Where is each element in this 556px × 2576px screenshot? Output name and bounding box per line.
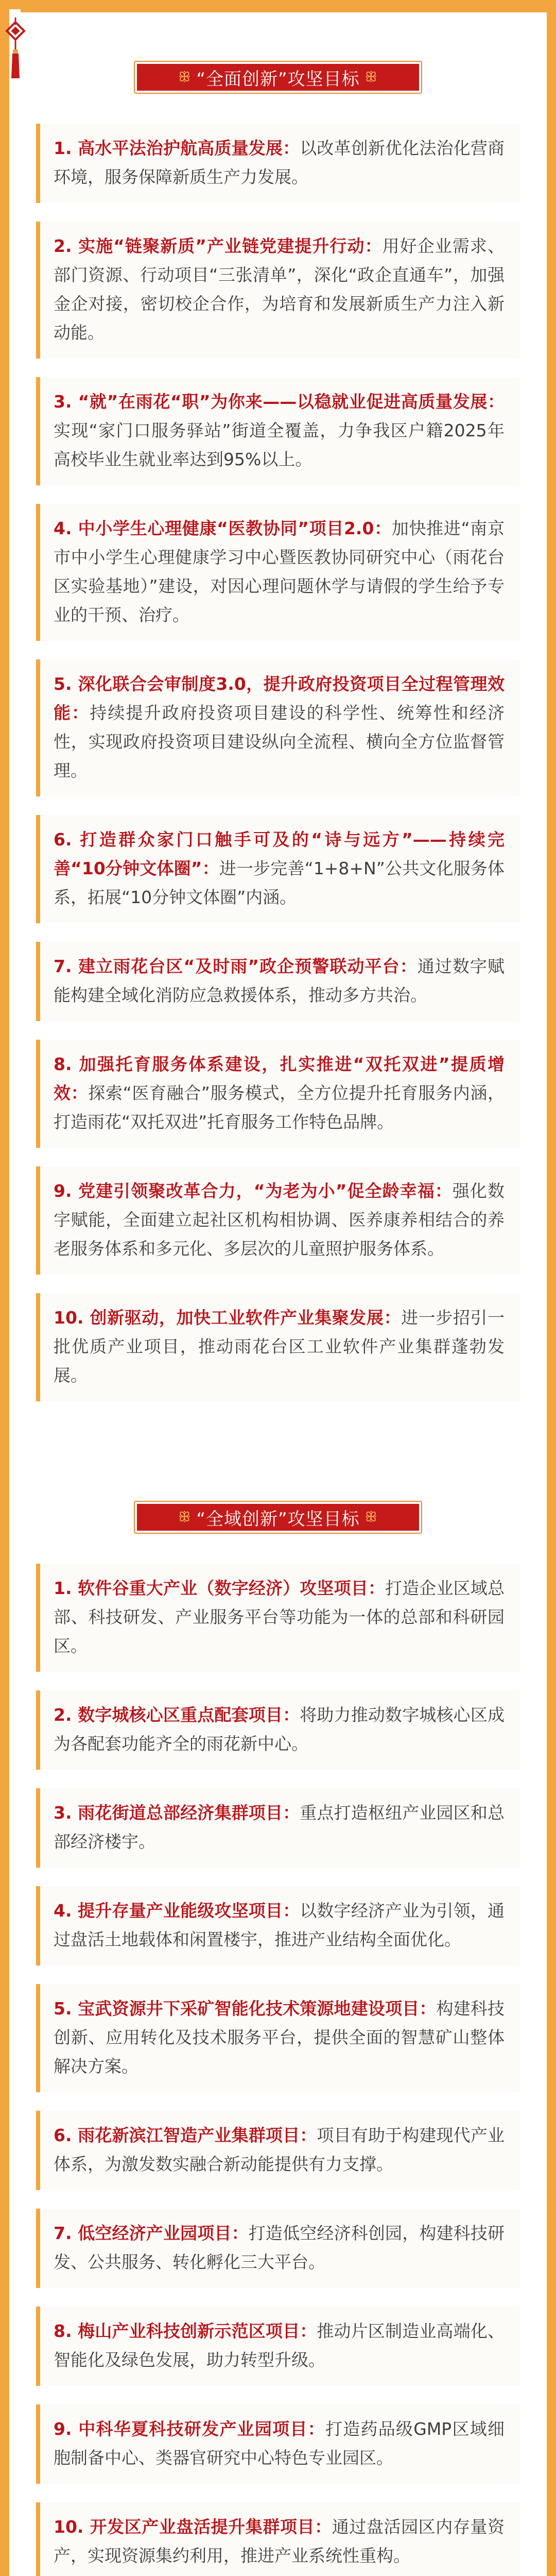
goal-description: 加快推进“南京市中小学生心理健康学习中心暨医教协同研究中心（雨花台区实验基地）”建设，对因心理问题休学与请假的学生给予专业的干预、治疗。 <box>54 518 505 625</box>
item-accent-bar <box>36 1564 40 1672</box>
section-banner <box>134 1497 422 1538</box>
goal-title: 9. 党建引领聚改革合力，“为老为小”促全龄幸福： <box>54 1181 453 1201</box>
goal-item <box>36 1690 520 1770</box>
item-accent-bar <box>36 504 40 641</box>
goal-title: 7. 低空经济产业园项目： <box>54 2223 249 2243</box>
cloud-ornament-icon: ꕥ <box>364 69 378 85</box>
goal-description: 构建科技创新、应用转化及技术服务平台，提供全面的智慧矿山整体解决方案。 <box>54 1998 505 2076</box>
goal-description: 探索“医育融合”服务模式，全方位提升托育服务内涵，打造雨花“双托双进”托育服务工作特色品牌。 <box>54 1083 505 1132</box>
cloud-ornament-icon: ꕥ <box>178 1509 192 1525</box>
goal-description: 持续提升政府投资项目建设的科学性、统筹性和经济性，实现政府投资项目建设纵向全流程、横向全方位监督管理。 <box>54 703 505 781</box>
item-accent-bar <box>36 222 40 359</box>
item-accent-bar <box>36 1040 40 1148</box>
goal-title: 9. 中科华夏科技研发产业园项目： <box>54 2419 325 2439</box>
goal-description: 重点打造枢纽产业园区和总部经济楼宇。 <box>54 1803 505 1852</box>
goal-title: 2. 数字城核心区重点配套项目： <box>54 1705 300 1725</box>
goal-item <box>36 377 520 485</box>
goal-title: 6. 雨花新滨江智造产业集群项目： <box>54 2125 317 2145</box>
goal-description: 实现“家门口服务驿站”街道全覆盖，力争我区户籍2025年高校毕业生就业率达到95%以上。 <box>54 420 505 469</box>
goal-item <box>36 2307 520 2386</box>
goal-description: 用好企业需求、部门资源、行动项目“三张清单”，深化“政企直通车”，加强金企对接，密切校企合作，为培育和发展新质生产力注入新动能。 <box>54 236 505 343</box>
banner-title: “全面创新”攻坚目标 <box>196 69 360 90</box>
item-accent-bar <box>36 815 40 923</box>
goal-item <box>36 124 520 203</box>
goal-item <box>36 659 520 796</box>
goal-item <box>36 942 520 1021</box>
goal-item <box>36 1886 520 1965</box>
goal-title: 3. 雨花街道总部经济集群项目： <box>54 1803 300 1823</box>
goal-title: 5. 宝武资源井下采矿智能化技术策源地建设项目： <box>54 1998 437 2019</box>
goal-title: 1. 高水平法治护航高质量发展： <box>54 138 300 158</box>
goal-title: 8. 加强托育服务体系建设，扎实推进“双托双进”提质增效： <box>54 1054 505 1103</box>
goal-description: 推动片区制造业高端化、智能化及绿色发展，助力转型升级。 <box>54 2321 505 2370</box>
goal-description: 打造低空经济科创园，构建科技研发、公共服务、转化孵化三大平台。 <box>54 2223 505 2272</box>
goal-description: 通过盘活园区内存量资产，实现资源集约利用，推进产业系统性重构。 <box>54 2517 505 2566</box>
goal-title: 7. 建立雨花台区“及时雨”政企预警联动平台： <box>54 956 418 976</box>
item-accent-bar <box>36 124 40 203</box>
goal-item <box>36 1166 520 1275</box>
goal-item <box>36 1984 520 2092</box>
item-accent-bar <box>36 2209 40 2288</box>
goal-item <box>36 2404 520 2484</box>
item-accent-bar <box>36 942 40 1021</box>
section-comprehensive-innovation <box>9 57 547 1420</box>
item-accent-bar <box>36 1984 40 2092</box>
goal-item <box>36 815 520 923</box>
goal-list <box>9 124 547 1401</box>
goal-item <box>36 1293 520 1401</box>
goal-item <box>36 2502 520 2576</box>
goal-title: 10. 开发区产业盘活提升集群项目： <box>54 2517 332 2537</box>
goal-description: 打造药品级GMP区域细胞制备中心、类器官研究中心特色专业园区。 <box>54 2419 505 2468</box>
goal-item <box>36 504 520 641</box>
item-accent-bar <box>36 2307 40 2386</box>
item-accent-bar <box>36 1690 40 1770</box>
goal-title: 10. 创新驱动，加快工业软件产业集聚发展： <box>54 1308 402 1328</box>
goal-title: 2. 实施“链聚新质”产业链党建提升行动： <box>54 236 383 256</box>
item-accent-bar <box>36 2404 40 2484</box>
goal-title: 4. 提升存量产业能级攻坚项目： <box>54 1901 300 1921</box>
item-accent-bar <box>36 659 40 796</box>
item-accent-bar <box>36 1788 40 1868</box>
goal-description: 进一步招引一批优质产业项目，推动雨花台区工业软件产业集群蓬勃发展。 <box>54 1308 505 1385</box>
goal-title: 3. “就”在雨花“职”为你来——以稳就业促进高质量发展： <box>54 392 505 412</box>
section-regional-innovation <box>9 1497 547 2576</box>
goal-title: 5. 深化联合会审制度3.0，提升政府投资项目全过程管理效能： <box>54 674 505 723</box>
cloud-ornament-icon: ꕥ <box>178 69 192 85</box>
item-accent-bar <box>36 2502 40 2576</box>
goal-item <box>36 2209 520 2288</box>
goal-title: 4. 中小学生心理健康“医教协同”项目2.0： <box>54 518 392 538</box>
goal-item <box>36 1788 520 1868</box>
goal-description: 将助力推动数字城核心区成为各配套功能齐全的雨花新中心。 <box>54 1705 505 1754</box>
goal-title: 6. 打造群众家门口触手可及的“诗与远方”——持续完善“10分钟文体圈”： <box>54 829 505 878</box>
goal-description: 强化数字赋能，全面建立起社区机构相协调、医养康养相结合的养老服务体系和多元化、多层次的儿童照护服务体系。 <box>54 1181 505 1259</box>
top-rule <box>21 9 547 12</box>
section-banner <box>134 57 422 98</box>
item-accent-bar <box>36 1886 40 1965</box>
cloud-ornament-icon: ꕥ <box>364 1509 378 1525</box>
goal-description: 以改革创新优化法治化营商环境，服务保障新质生产力发展。 <box>54 138 505 187</box>
goal-list <box>9 1564 547 2576</box>
goal-description: 通过数字赋能构建全域化消防应急救援体系，推动多方共治。 <box>54 956 505 1005</box>
item-accent-bar <box>36 2111 40 2190</box>
item-accent-bar <box>36 377 40 485</box>
goal-item <box>36 222 520 359</box>
goal-title: 8. 梅山产业科技创新示范区项目： <box>54 2321 317 2341</box>
goal-description: 项目有助于构建现代产业体系，为激发数实融合新动能提供有力支撑。 <box>54 2125 505 2174</box>
goal-description: 以数字经济产业为引领，通过盘活土地载体和闲置楼宇，推进产业结构全面优化。 <box>54 1901 505 1950</box>
goal-title: 1. 软件谷重大产业（数字经济）攻坚项目： <box>54 1578 386 1598</box>
goal-description: 进一步完善“1+8+N”公共文化服务体系，拓展“10分钟文体圈”内涵。 <box>54 858 505 907</box>
banner-title: “全域创新”攻坚目标 <box>196 1509 360 1530</box>
goal-item <box>36 1564 520 1672</box>
goal-item <box>36 1040 520 1148</box>
goal-item <box>36 2111 520 2190</box>
goal-description: 打造企业区域总部、科技研发、产业服务平台等功能为一体的总部和科研园区。 <box>54 1578 505 1656</box>
item-accent-bar <box>36 1166 40 1275</box>
item-accent-bar <box>36 1293 40 1401</box>
